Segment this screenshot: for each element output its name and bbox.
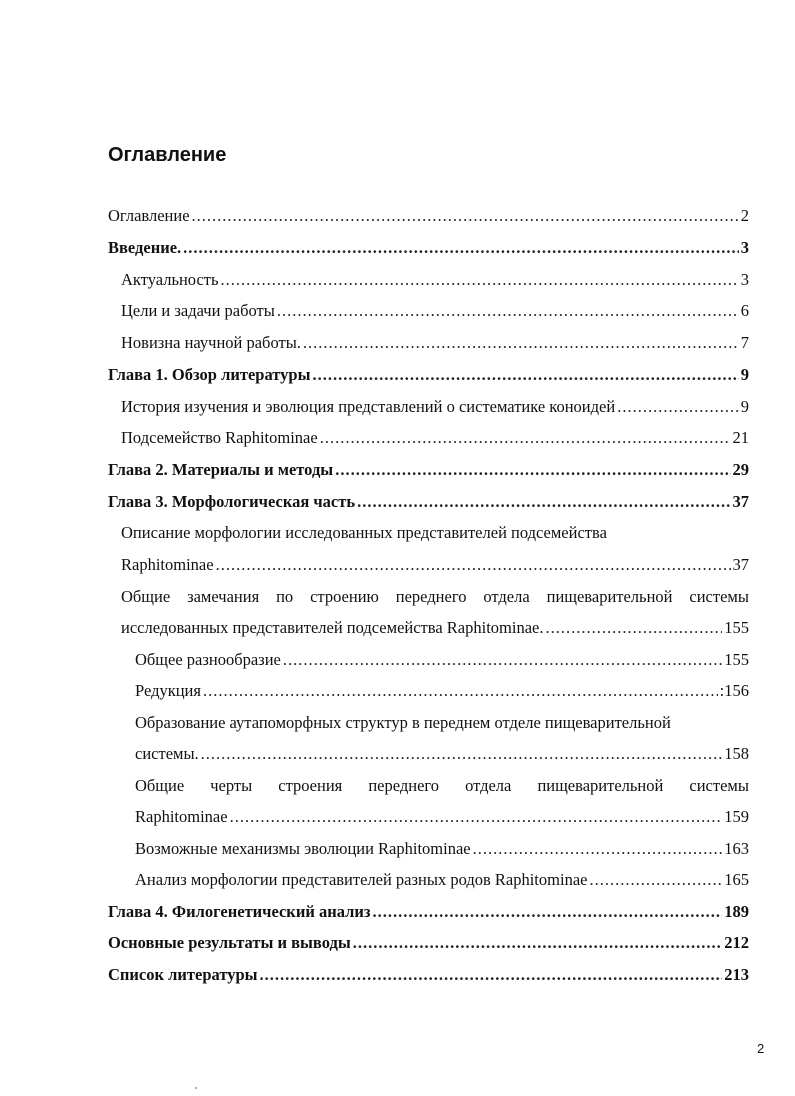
leader-dots: [201, 744, 723, 764]
word: Общие: [135, 776, 185, 795]
toc-entry-diversity[interactable]: [135, 650, 749, 670]
toc-entry-page: 212: [724, 933, 749, 952]
leader-dots: [589, 870, 722, 890]
toc-entry-page: 3: [740, 238, 749, 257]
leader-dots: [221, 270, 739, 290]
toc-entry-subfamily[interactable]: [121, 428, 749, 448]
toc-entry-page: 2: [740, 206, 749, 225]
toc-entry-label: Основные результаты и выводы: [108, 933, 351, 952]
toc-entry-page: 29: [732, 460, 749, 479]
toc-entry-label: Оглавление: [108, 206, 190, 225]
leader-dots: [230, 807, 723, 827]
toc-entry-common-features[interactable]: [135, 807, 749, 827]
word: отдела: [465, 776, 512, 795]
toc-entry-label: Глава 3. Морфологическая часть: [108, 492, 356, 511]
toc-entry-page: 9: [740, 397, 749, 416]
toc-entry-label: исследованных представителей подсемейства Raphitominae.: [121, 618, 544, 637]
toc-entry-contents[interactable]: [108, 206, 749, 226]
toc-entry-page: :156: [719, 681, 749, 700]
toc-entry-label: Raphitominae: [121, 555, 214, 574]
toc-entry-chapter-3[interactable]: [108, 492, 749, 512]
leader-dots: [335, 460, 730, 480]
toc-entry-relevance[interactable]: [121, 270, 749, 290]
toc-entry-history[interactable]: [121, 397, 749, 417]
word: переднего: [395, 587, 467, 606]
word: пищеварительной: [537, 776, 664, 795]
toc-entry-label: Редукция: [135, 681, 201, 700]
toc-entry-novelty[interactable]: [121, 333, 749, 353]
leader-dots: [203, 681, 718, 701]
word: строения: [278, 776, 343, 795]
toc-entry-label: Актуальность: [121, 270, 219, 289]
toc-heading: Оглавление: [108, 144, 227, 166]
toc-entry-goals[interactable]: [121, 301, 749, 321]
leader-dots: [313, 365, 739, 385]
toc-entry-page: 21: [732, 428, 749, 447]
toc-entry-description-line1: Описание морфологии исследованных представителей подсемейства: [121, 523, 607, 542]
scan-speck: [195, 1087, 197, 1089]
toc-entry-page: 37: [732, 555, 749, 574]
leader-dots: [617, 397, 739, 417]
toc-entry-label: Глава 4. Филогенетический анализ: [108, 902, 371, 921]
word: переднего: [368, 776, 439, 795]
word: черты: [210, 776, 253, 795]
leader-dots: [192, 206, 739, 226]
toc-entry-autapomorphic-line1: Образование аутапоморфных структур в переднем отделе пищеварительной: [135, 713, 671, 732]
toc-entry-page: 165: [724, 870, 749, 889]
toc-entry-page: 9: [740, 365, 749, 384]
toc-entry-label: Глава 1. Обзор литературы: [108, 365, 311, 384]
word: системы: [689, 776, 749, 795]
toc-entry-results[interactable]: [108, 933, 749, 953]
toc-entry-page: 37: [732, 492, 749, 511]
word: замечания: [187, 587, 260, 606]
leader-dots: [216, 555, 731, 575]
toc-entry-page: 163: [724, 839, 749, 858]
word: отдела: [483, 587, 530, 606]
toc-entry-morphology-analysis[interactable]: [135, 870, 749, 890]
word: системы: [689, 587, 749, 606]
toc-entry-page: 159: [724, 807, 749, 826]
toc-entry-description[interactable]: [121, 555, 749, 575]
leader-dots: [283, 650, 722, 670]
toc-entry-page: 6: [740, 301, 749, 320]
toc-entry-page: 213: [724, 965, 749, 984]
toc-entry-reduction[interactable]: [135, 681, 749, 701]
word: по: [276, 587, 294, 606]
toc-entry-page: 3: [740, 270, 749, 289]
toc-entry-label: Цели и задачи работы: [121, 301, 275, 320]
toc-entry-label: Анализ морфологии представителей разных родов Raphitominae: [135, 870, 588, 889]
toc-entry-label: Введение.: [108, 238, 182, 257]
toc-entry-label: Общее разнообразие: [135, 650, 281, 669]
page-number: 2: [757, 1041, 765, 1056]
toc-entry-label: Глава 2. Материалы и методы: [108, 460, 334, 479]
word: пищеварительной: [546, 587, 673, 606]
toc-entry-references[interactable]: [108, 965, 749, 985]
toc-entry-chapter-4[interactable]: [108, 902, 749, 922]
toc-entry-page: 158: [724, 744, 749, 763]
leader-dots: [353, 933, 723, 953]
leader-dots: [320, 428, 731, 448]
leader-dots: [373, 902, 723, 922]
word: Общие: [121, 587, 171, 606]
toc-entry-page: 189: [724, 902, 749, 921]
leader-dots: [545, 618, 722, 638]
leader-dots: [357, 492, 730, 512]
toc-entry-autapomorphic[interactable]: [135, 744, 749, 764]
leader-dots: [260, 965, 723, 985]
toc-entry-page: 155: [724, 618, 749, 637]
leader-dots: [303, 333, 739, 353]
leader-dots: [183, 238, 739, 258]
toc-entry-chapter-1[interactable]: [108, 365, 749, 385]
toc-entry-introduction[interactable]: [108, 238, 749, 258]
toc-entry-page: 155: [724, 650, 749, 669]
toc-entry-label: Подсемейство Raphitominae: [121, 428, 318, 447]
toc-entry-general-remarks[interactable]: [121, 618, 749, 638]
word: строению: [310, 587, 379, 606]
toc-entry-label: Новизна научной работы.: [121, 333, 301, 352]
toc-entry-label: Список литературы: [108, 965, 258, 984]
leader-dots: [473, 839, 723, 859]
toc-entry-chapter-2[interactable]: [108, 460, 749, 480]
leader-dots: [277, 301, 739, 321]
toc-entry-mechanisms[interactable]: [135, 839, 749, 859]
toc-entry-general-remarks-line1: [121, 587, 749, 607]
toc-entry-label: системы.: [135, 744, 199, 763]
toc-entry-label: Raphitominae: [135, 807, 228, 826]
toc-entry-common-features-line1: [135, 776, 749, 796]
toc-entry-label: История изучения и эволюция представлений о систематике коноидей: [121, 397, 616, 416]
toc-entry-label: Возможные механизмы эволюции Raphitominae: [135, 839, 471, 858]
toc-entry-page: 7: [740, 333, 749, 352]
